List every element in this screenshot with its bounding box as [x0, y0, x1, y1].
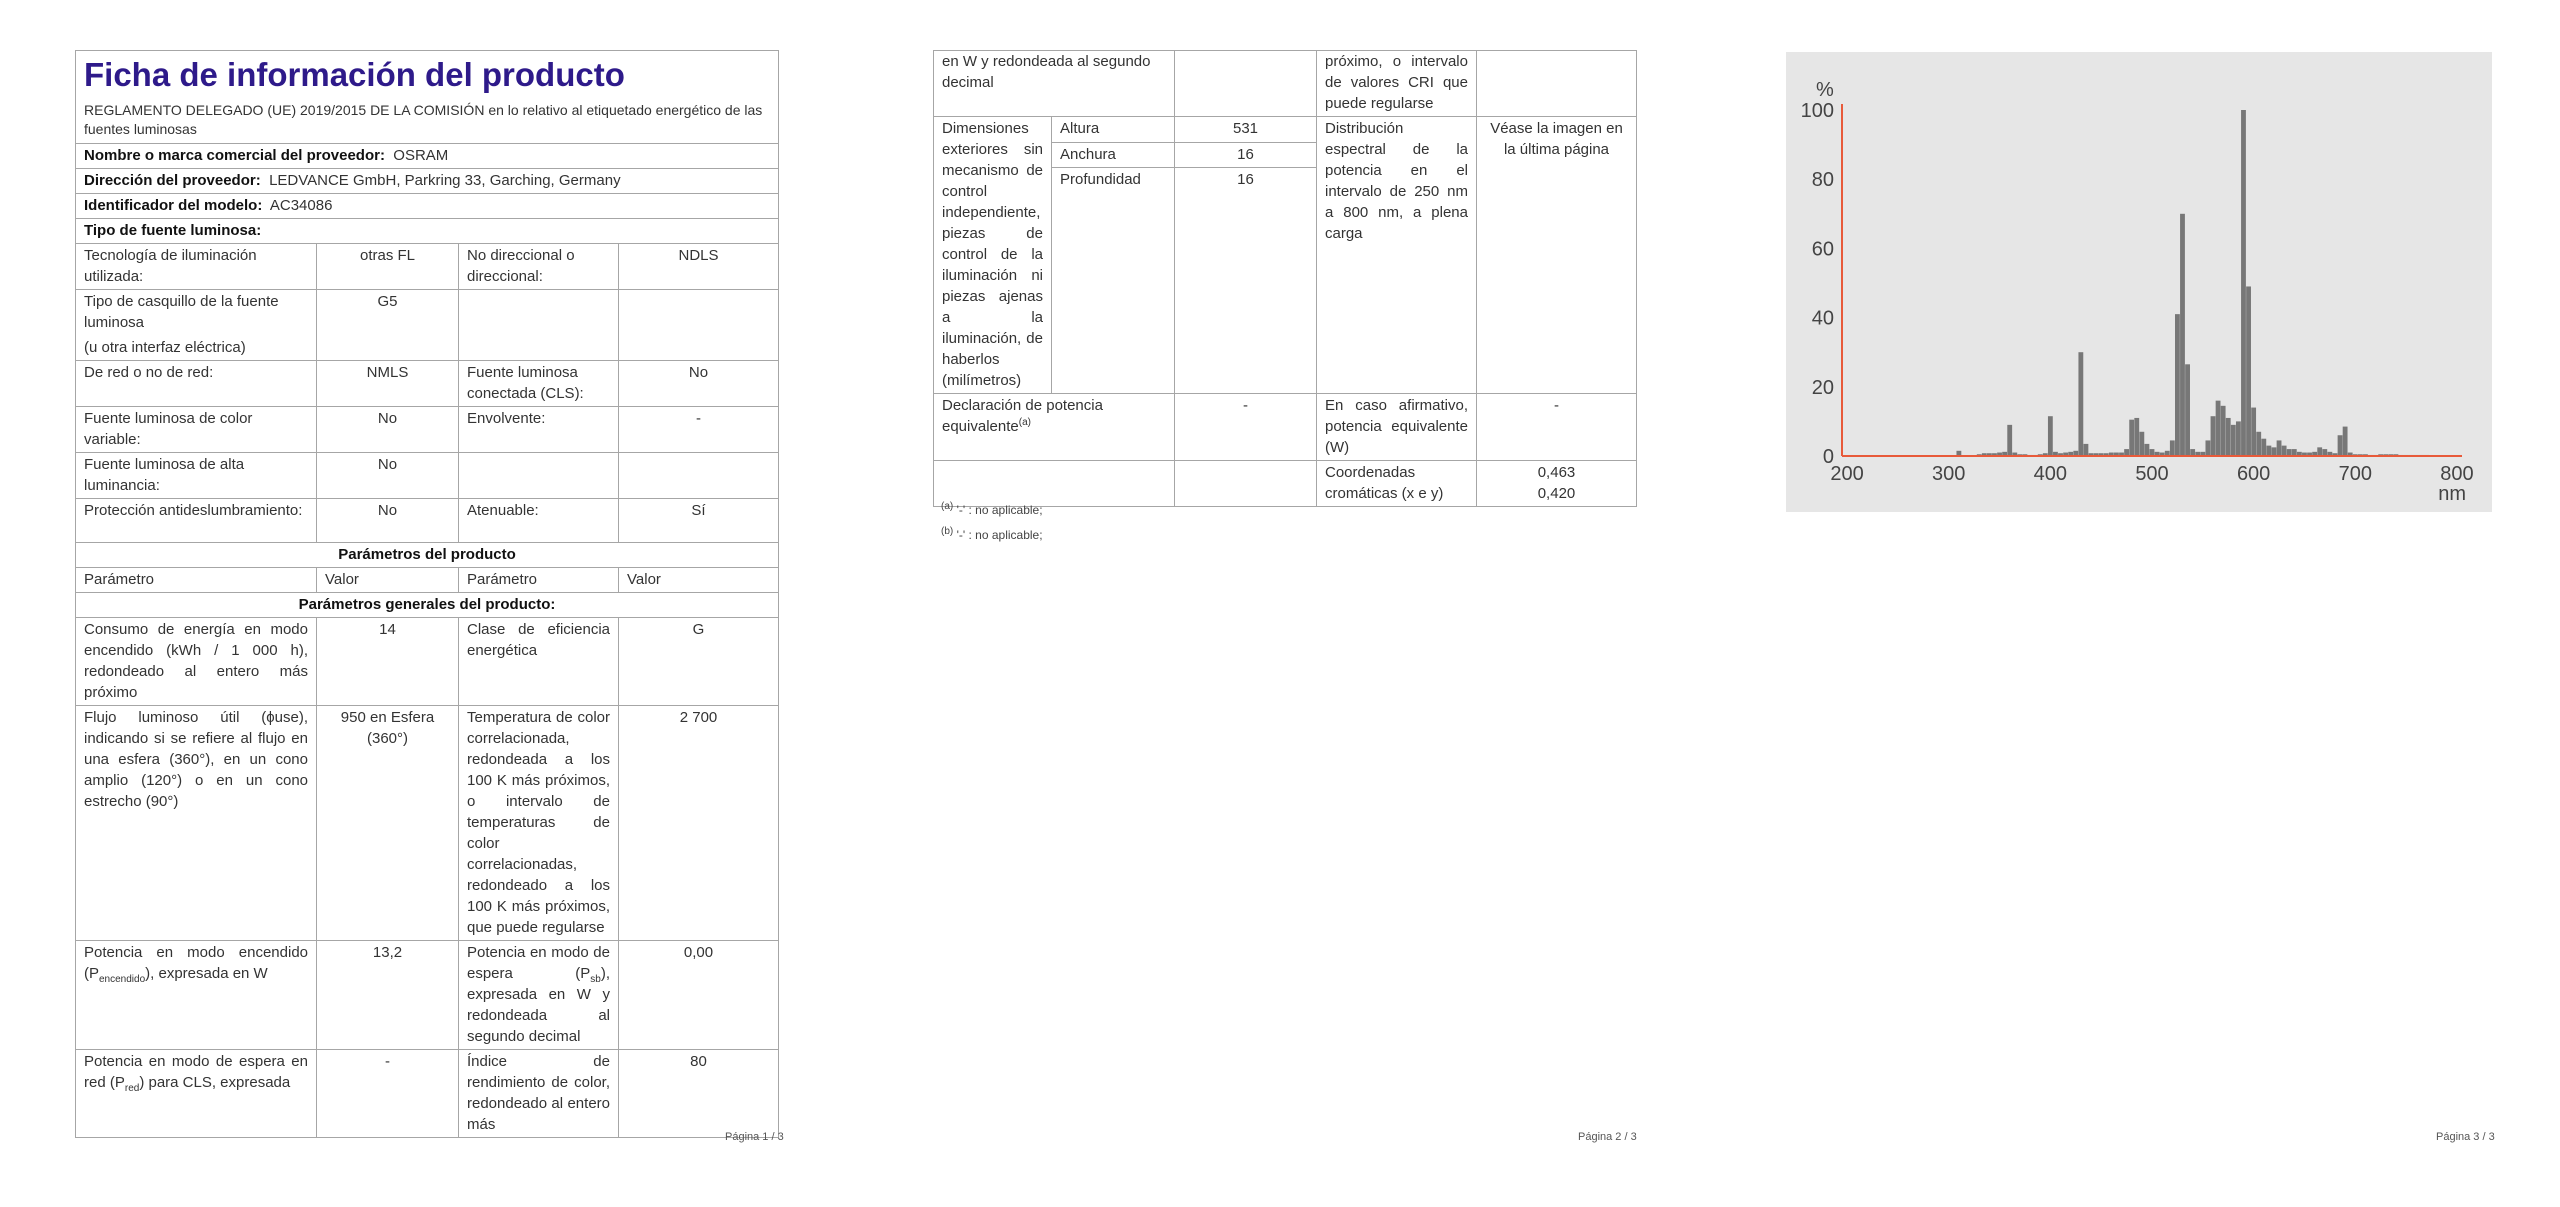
- equivalent-power-value: -: [1175, 394, 1317, 461]
- spectrum-bar: [2139, 432, 2144, 456]
- supplier-row: [76, 144, 779, 169]
- empty-cell: [1477, 51, 1637, 117]
- regulation-subtitle: REGLAMENTO DELEGADO (UE) 2019/2015 DE LA COMISIÓN en lo relativo al etiquetado energético de las fuentes luminosas: [84, 102, 763, 137]
- continued-right-text: próximo, o intervalo de valores CRI que puede regularse: [1317, 51, 1477, 117]
- on-mode-power-label: Potencia en modo encendido $(P_{encendido})$, expresada en W: [76, 941, 317, 1050]
- y-tick-label: 0: [1822, 446, 1834, 468]
- address-row: [76, 169, 779, 194]
- cap-value: G5: [317, 290, 459, 361]
- cap-label: Tipo de casquillo de la fuente luminosa: [84, 293, 279, 331]
- col-header-param: Parámetro: [459, 568, 619, 593]
- spectrum-bar: [2078, 352, 2083, 456]
- spectrum-bar: [2221, 406, 2226, 456]
- spectrum-bar: [2256, 432, 2261, 456]
- x-tick-label: 400: [2033, 463, 2068, 485]
- product-info-table-continued: [933, 50, 1637, 507]
- width-label: Anchura: [1052, 142, 1175, 168]
- empty-cell: [1175, 461, 1317, 507]
- page-1: [0, 0, 853, 1207]
- address-label: Dirección del proveedor:: [84, 172, 261, 189]
- envelope-label: Envolvente:: [459, 407, 619, 453]
- empty-cell: [619, 453, 779, 499]
- y-tick-label: 80: [1811, 169, 1834, 192]
- spectrum-bar: [2226, 418, 2231, 456]
- spectrum-bar: [2145, 444, 2150, 456]
- width-value: 16: [1175, 142, 1317, 168]
- spectrum-bar: [2251, 408, 2256, 456]
- supplier-value: OSRAM: [393, 147, 449, 164]
- continued-left-text: en W y redondeada al segundo decimal: [934, 51, 1175, 117]
- cri-value: 80: [619, 1050, 779, 1138]
- spectrum-bar: [2134, 418, 2139, 456]
- chart-bars: [1956, 110, 2428, 456]
- directional-value: NDLS: [619, 244, 779, 290]
- equivalent-wattage-label: En caso afirmativo, potencia equivalente (W): [1317, 394, 1477, 461]
- x-tick-label: 200: [1830, 463, 1864, 485]
- params-header: Parámetros del producto: [76, 543, 779, 568]
- high-luminance-value: No: [317, 453, 459, 499]
- spectrum-bar: [2261, 439, 2266, 456]
- y-tick-label: 100: [1800, 100, 1834, 122]
- empty-cell: [459, 290, 619, 361]
- luminous-flux-label: Flujo luminoso útil (ϕuse), indicando si se refiere al flujo en una esfera (360°), en un cono amplio (120°) o en un cono estrecho (90°): [76, 706, 317, 941]
- tech-value: otras FL: [317, 244, 459, 290]
- product-info-table: [75, 50, 779, 1138]
- chromaticity-y: 0,420: [1537, 485, 1576, 502]
- spectrum-bar: [2170, 440, 2175, 456]
- on-mode-power-value: 13,2: [317, 941, 459, 1050]
- chromaticity-value: [1477, 461, 1637, 507]
- dimmable-value: Sí: [619, 499, 779, 543]
- height-label: Altura: [1052, 117, 1175, 143]
- spectral-chart: [1786, 52, 2492, 512]
- spectrum-bar: [2211, 416, 2216, 456]
- cls-label: Fuente luminosa conectada (CLS):: [459, 361, 619, 407]
- mains-value: NMLS: [317, 361, 459, 407]
- col-header-value: Valor: [317, 568, 459, 593]
- color-tunable-label: Fuente luminosa de color variable:: [76, 407, 317, 453]
- cct-value: 2 700: [619, 706, 779, 941]
- cls-value: No: [619, 361, 779, 407]
- spectrum-bar: [2338, 435, 2343, 456]
- model-label: Identificador del modelo:: [84, 197, 263, 214]
- networked-standby-label: Potencia en modo de espera en red $(P_{red})$ para CLS, expresada: [76, 1050, 317, 1138]
- address-value: LEDVANCE GmbH, Parkring 33, Garching, Germany: [269, 172, 621, 189]
- equivalent-power-label: Declaración de potencia equivalente$^{(a)}$: [934, 394, 1175, 461]
- empty-cell: [619, 290, 779, 361]
- cap-cell: [76, 290, 317, 361]
- spectrum-bar: [2277, 440, 2282, 456]
- page-number: Página 3 / 3: [2436, 1131, 2495, 1143]
- spectrum-bar: [2317, 447, 2322, 456]
- col-header-param: Parámetro: [76, 568, 317, 593]
- spectrum-bar: [2287, 449, 2292, 456]
- energy-consumption-label: Consumo de energía en modo encendido (kWh / 1 000 h), redondeado al entero más próximo: [76, 618, 317, 706]
- spectrum-bar: [2007, 425, 2012, 456]
- spectral-distribution-label: Distribución espectral de la potencia en el intervalo de 250 nm a 800 nm, a plena carga: [1317, 117, 1477, 394]
- footnote-b: $^{(b)}$ '-' : no aplicable;: [941, 526, 1043, 542]
- depth-label: Profundidad: [1052, 168, 1175, 394]
- spectrum-bar: [2266, 446, 2271, 456]
- color-tunable-value: No: [317, 407, 459, 453]
- depth-value: 16: [1175, 168, 1317, 394]
- spectrum-bar: [2241, 110, 2246, 456]
- general-params-header: Parámetros generales del producto:: [76, 593, 779, 618]
- cri-label: Índice de rendimiento de color, redondeado al entero más: [459, 1050, 619, 1138]
- spectrum-bar: [2292, 449, 2297, 456]
- energy-consumption-value: 14: [317, 618, 459, 706]
- glare-value: No: [317, 499, 459, 543]
- tech-label: Tecnología de iluminación utilizada:: [76, 244, 317, 290]
- spectrum-bar: [2246, 286, 2251, 456]
- standby-power-value: 0,00: [619, 941, 779, 1050]
- mains-label: De red o no de red:: [76, 361, 317, 407]
- y-tick-label: 60: [1811, 238, 1834, 261]
- title-cell: [76, 51, 779, 144]
- page-number: Página 1 / 3: [725, 1131, 784, 1143]
- spectrum-bar: [2236, 421, 2241, 456]
- equivalent-wattage-value: -: [1477, 394, 1637, 461]
- x-tick-label: 600: [2236, 463, 2271, 485]
- cap-label-2: (u otra interfaz eléctrica): [84, 339, 246, 356]
- x-tick-label: 300: [1932, 463, 1966, 485]
- efficiency-class-label: Clase de eficiencia energética: [459, 618, 619, 706]
- model-row: [76, 194, 779, 219]
- envelope-value: -: [619, 407, 779, 453]
- x-tick-label: 800: [2440, 463, 2474, 485]
- source-type-row: [76, 219, 779, 244]
- dimmable-label: Atenuable:: [459, 499, 619, 543]
- spectrum-bar: [2216, 401, 2221, 456]
- efficiency-class-value: G: [619, 618, 779, 706]
- chromaticity-label: Coordenadas cromáticas (x e y): [1317, 461, 1477, 507]
- spectral-distribution-value: Véase la imagen en la última página: [1477, 117, 1637, 394]
- spectrum-bar: [2322, 449, 2327, 456]
- y-axis-unit: %: [1816, 79, 1834, 101]
- page-2: [853, 0, 1706, 1207]
- page-number: Página 2 / 3: [1578, 1131, 1637, 1143]
- y-tick-label: 40: [1811, 307, 1834, 330]
- footnote-a: $^{(a)}$ '-' : no aplicable;: [941, 501, 1043, 517]
- source-type-label: Tipo de fuente luminosa:: [84, 222, 262, 239]
- empty-cell: [459, 453, 619, 499]
- page-title: Ficha de información del producto: [84, 56, 625, 93]
- supplier-label: Nombre o marca comercial del proveedor:: [84, 147, 385, 164]
- spectrum-bar: [2282, 446, 2287, 456]
- spectrum-bar: [2150, 449, 2155, 456]
- luminous-flux-value: 950 en Esfera (360°): [317, 706, 459, 941]
- standby-power-label: Potencia en modo de espera $(P_{sb})$, expresada en W y redondeada al segundo decimal: [459, 941, 619, 1050]
- cct-label: Temperatura de color correlacionada, redondeada a los 100 K más próximos, o intervalo de temperaturas de color correlacionadas, redondeado a los 100 K más próximos, que puede regularse: [459, 706, 619, 941]
- x-tick-label: 700: [2338, 463, 2372, 485]
- empty-cell: [1175, 51, 1317, 117]
- spectrum-bar: [2343, 427, 2348, 456]
- high-luminance-label: Fuente luminosa de alta luminancia:: [76, 453, 317, 499]
- spectrum-bar: [2231, 425, 2236, 456]
- col-header-value: Valor: [619, 568, 779, 593]
- spectral-chart-svg: [1786, 52, 2492, 512]
- x-axis-unit: nm: [2438, 483, 2466, 505]
- directional-label: No direccional o direccional:: [459, 244, 619, 290]
- spectrum-bar: [2175, 314, 2180, 456]
- networked-standby-value: -: [317, 1050, 459, 1138]
- spectrum-bar: [2190, 449, 2195, 456]
- footnotes: [941, 502, 1043, 552]
- y-tick-label: 20: [1811, 376, 1834, 399]
- glare-label: Protección antideslumbramiento:: [76, 499, 317, 543]
- dimensions-label: Dimensiones exteriores sin mecanismo de control independiente, piezas de control de la iluminación ni piezas ajenas a la iluminación, de haberlos (milímetros): [934, 117, 1052, 394]
- spectrum-bar: [2272, 447, 2277, 456]
- chromaticity-x: 0,463: [1537, 464, 1576, 481]
- x-tick-label: 500: [2135, 463, 2169, 485]
- page-3: [1706, 0, 2559, 1207]
- spectrum-bar: [2048, 416, 2053, 456]
- spectrum-bar: [2205, 440, 2210, 456]
- spectrum-bar: [2180, 214, 2185, 456]
- height-value: 531: [1175, 117, 1317, 143]
- spectrum-bar: [2129, 420, 2134, 456]
- spectrum-bar: [2084, 444, 2089, 456]
- spectrum-bar: [2185, 364, 2190, 456]
- empty-cell: [934, 461, 1175, 507]
- model-value: AC34086: [269, 197, 333, 214]
- spectrum-bar: [2124, 449, 2129, 456]
